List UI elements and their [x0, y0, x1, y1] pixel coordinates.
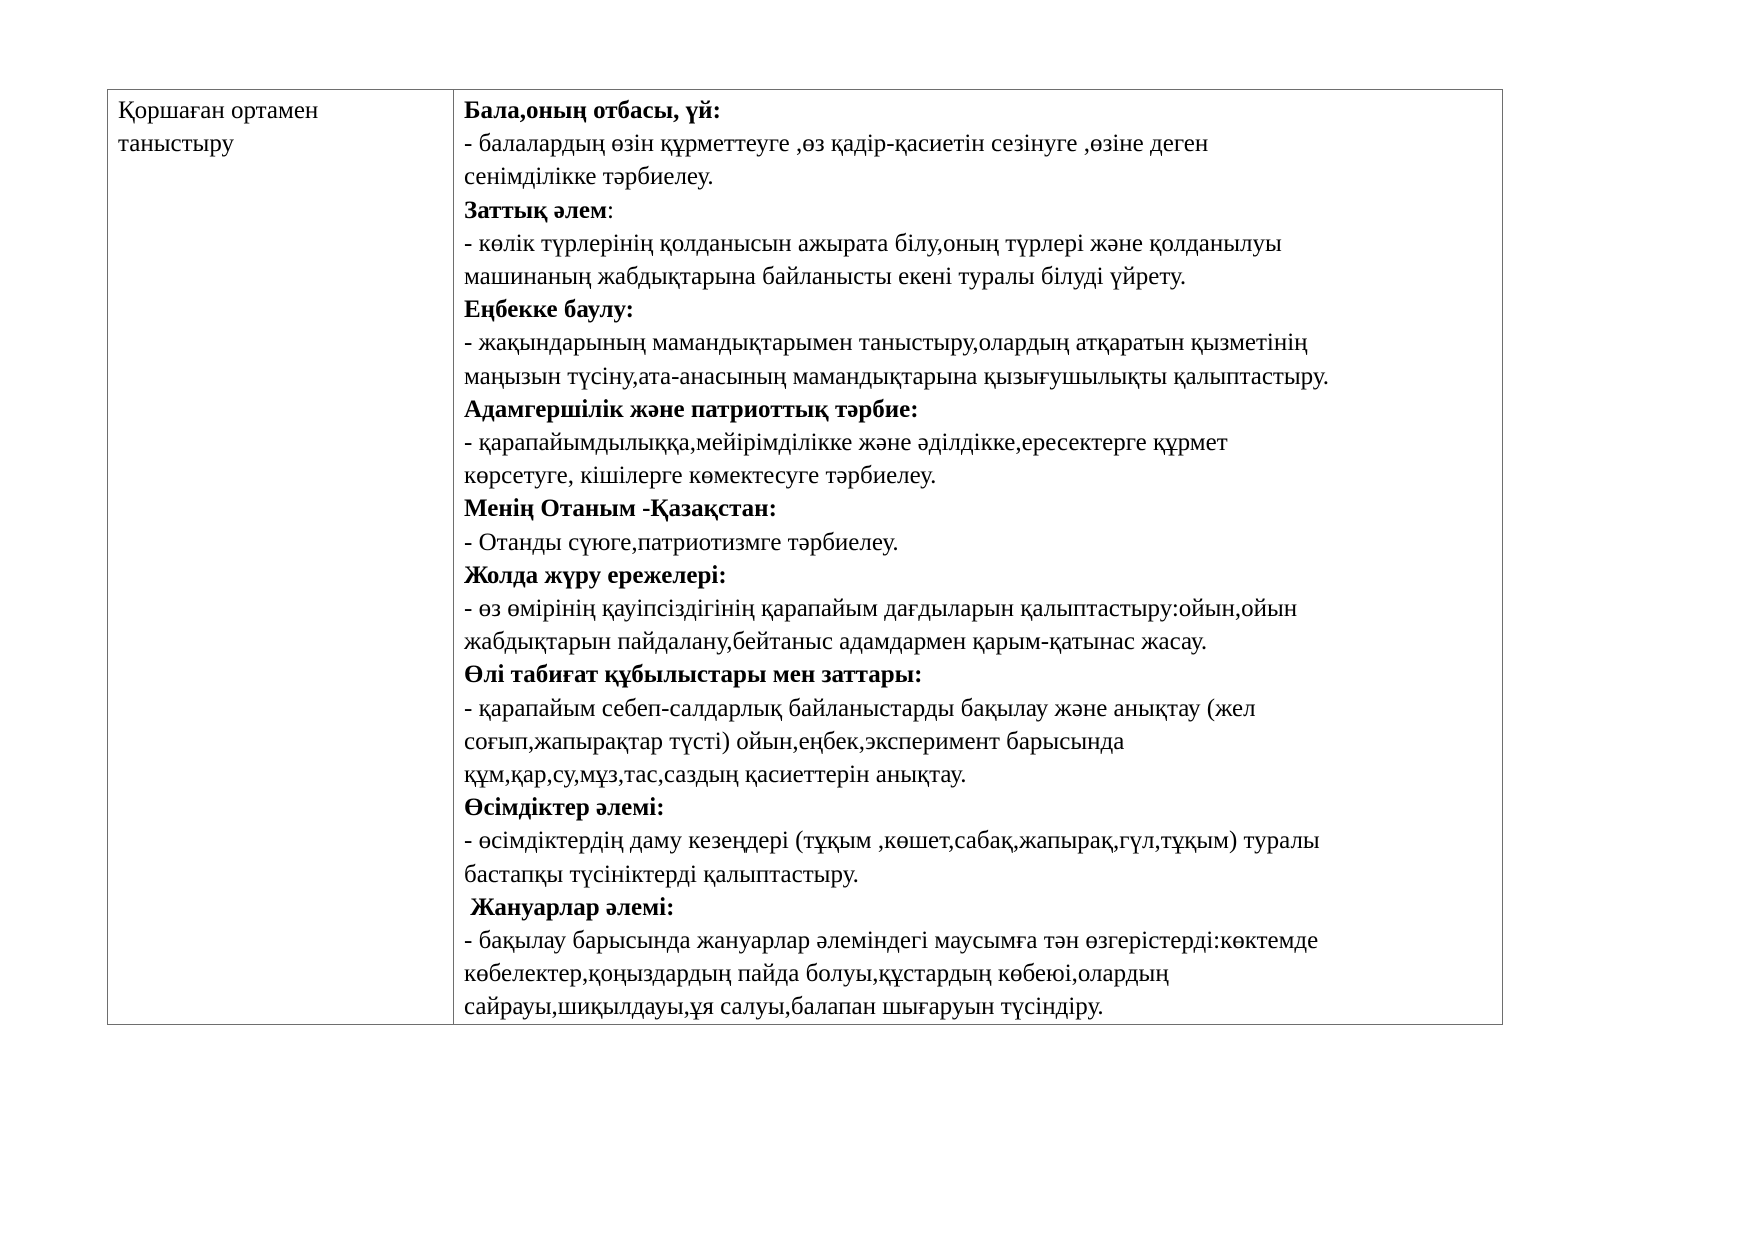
- subject-title-line-1: Қоршаған ортамен: [118, 97, 319, 124]
- section-text-line: - қарапайымдылыққа,мейірімділікке және әділдікке,ересектерге құрмет: [464, 429, 1228, 457]
- section-text-line: - өсімдіктердің даму кезеңдері (тұқым ,көшет,сабақ,жапырақ,гүл,тұқым) туралы: [464, 827, 1320, 855]
- section-text-line: машинаның жабдықтарына байланысты екені туралы білуді үйрету.: [464, 263, 1187, 291]
- section-family: [464, 94, 1490, 194]
- section-road-rules: [464, 559, 1490, 659]
- section-text-line: - көлік түрлерінің қолданысын ажырата білу,оның түрлері және қолданылуы: [464, 229, 1282, 257]
- section-text-line: - Отанды сүюге,патриотизмге тәрбиелеу.: [464, 528, 899, 556]
- section-text-line: көрсетуге, кішілерге көмектесуге тәрбиелеу.: [464, 462, 937, 490]
- section-plant-world: [464, 791, 1490, 891]
- section-object-world: [464, 194, 1490, 294]
- section-heading-text: Заттық әлем: [464, 196, 608, 224]
- section-text-line: - балалардың өзін құрметтеуге ,өз қадір-қасиетін сезінуге ,өзіне деген: [464, 130, 1209, 158]
- section-text-line: - бақылау барысында жануарлар әлеміндегі маусымға тән өзгерістерді:көктемде: [464, 927, 1319, 955]
- section-heading: [464, 194, 1490, 227]
- section-text-line: соғып,жапырақтар түсті) ойын,еңбек,эксперимент барысында: [464, 727, 1125, 755]
- section-text-line: жабдықтарын пайдалану,бейтаныс адамдармен қарым-қатынас жасау.: [464, 628, 1208, 656]
- section-text-line: құм,қар,су,мұз,тас,саздың қасиеттерін анықтау.: [464, 761, 967, 789]
- section-text-line: сенімділікке тәрбиелеу.: [464, 163, 714, 191]
- section-heading: Еңбекке баулу:: [464, 296, 635, 324]
- section-heading: Өлі табиғат құбылыстары мен заттары:: [464, 661, 923, 689]
- content-table: [107, 89, 1503, 1025]
- subject-title-line-2: таныстыру: [118, 130, 234, 158]
- section-heading: Жануарлар әлемі:: [464, 893, 675, 921]
- content-cell: [454, 90, 1503, 1025]
- section-heading: Өсімдіктер әлемі:: [464, 794, 665, 822]
- section-heading-suffix: :: [607, 196, 614, 224]
- section-homeland: [464, 492, 1490, 558]
- section-text-line: сайрауы,шиқылдауы,ұя салуы,балапан шығаруын түсіндіру.: [464, 993, 1104, 1021]
- section-text-line: - қарапайым себеп-салдарлық байланыстарды бақылау және анықтау (жел: [464, 694, 1256, 722]
- section-text-line: көбелектер,қоңыздардың пайда болуы,құстардың көбеюі,олардың: [464, 960, 1169, 988]
- section-heading: Менің Отаным -Қазақстан:: [464, 495, 777, 523]
- section-text-line: маңызын түсіну,ата-анасының мамандықтарына қызығушылықты қалыптастыру.: [464, 362, 1330, 390]
- section-moral-patriotic: [464, 393, 1490, 493]
- section-labor: [464, 293, 1490, 393]
- section-heading: Жолда жүру ережелері:: [464, 561, 727, 589]
- section-heading: Адамгершілік және патриоттық тәрбие:: [464, 395, 919, 423]
- section-heading: Бала,оның отбасы, үй:: [464, 97, 721, 124]
- subject-cell: [108, 90, 454, 1025]
- section-text-line: - өз өмірінің қауіпсіздігінің қарапайым дағдыларын қалыптастыру:ойын,ойын: [464, 595, 1298, 623]
- table-row: [108, 90, 1503, 1025]
- section-animal-world: [464, 891, 1490, 1024]
- section-text-line: бастапқы түсініктерді қалыптастыру.: [464, 860, 859, 888]
- section-inanimate-nature: [464, 658, 1490, 791]
- section-text-line: - жақындарының мамандықтарымен таныстыру,олардың атқаратын қызметінің: [464, 329, 1308, 357]
